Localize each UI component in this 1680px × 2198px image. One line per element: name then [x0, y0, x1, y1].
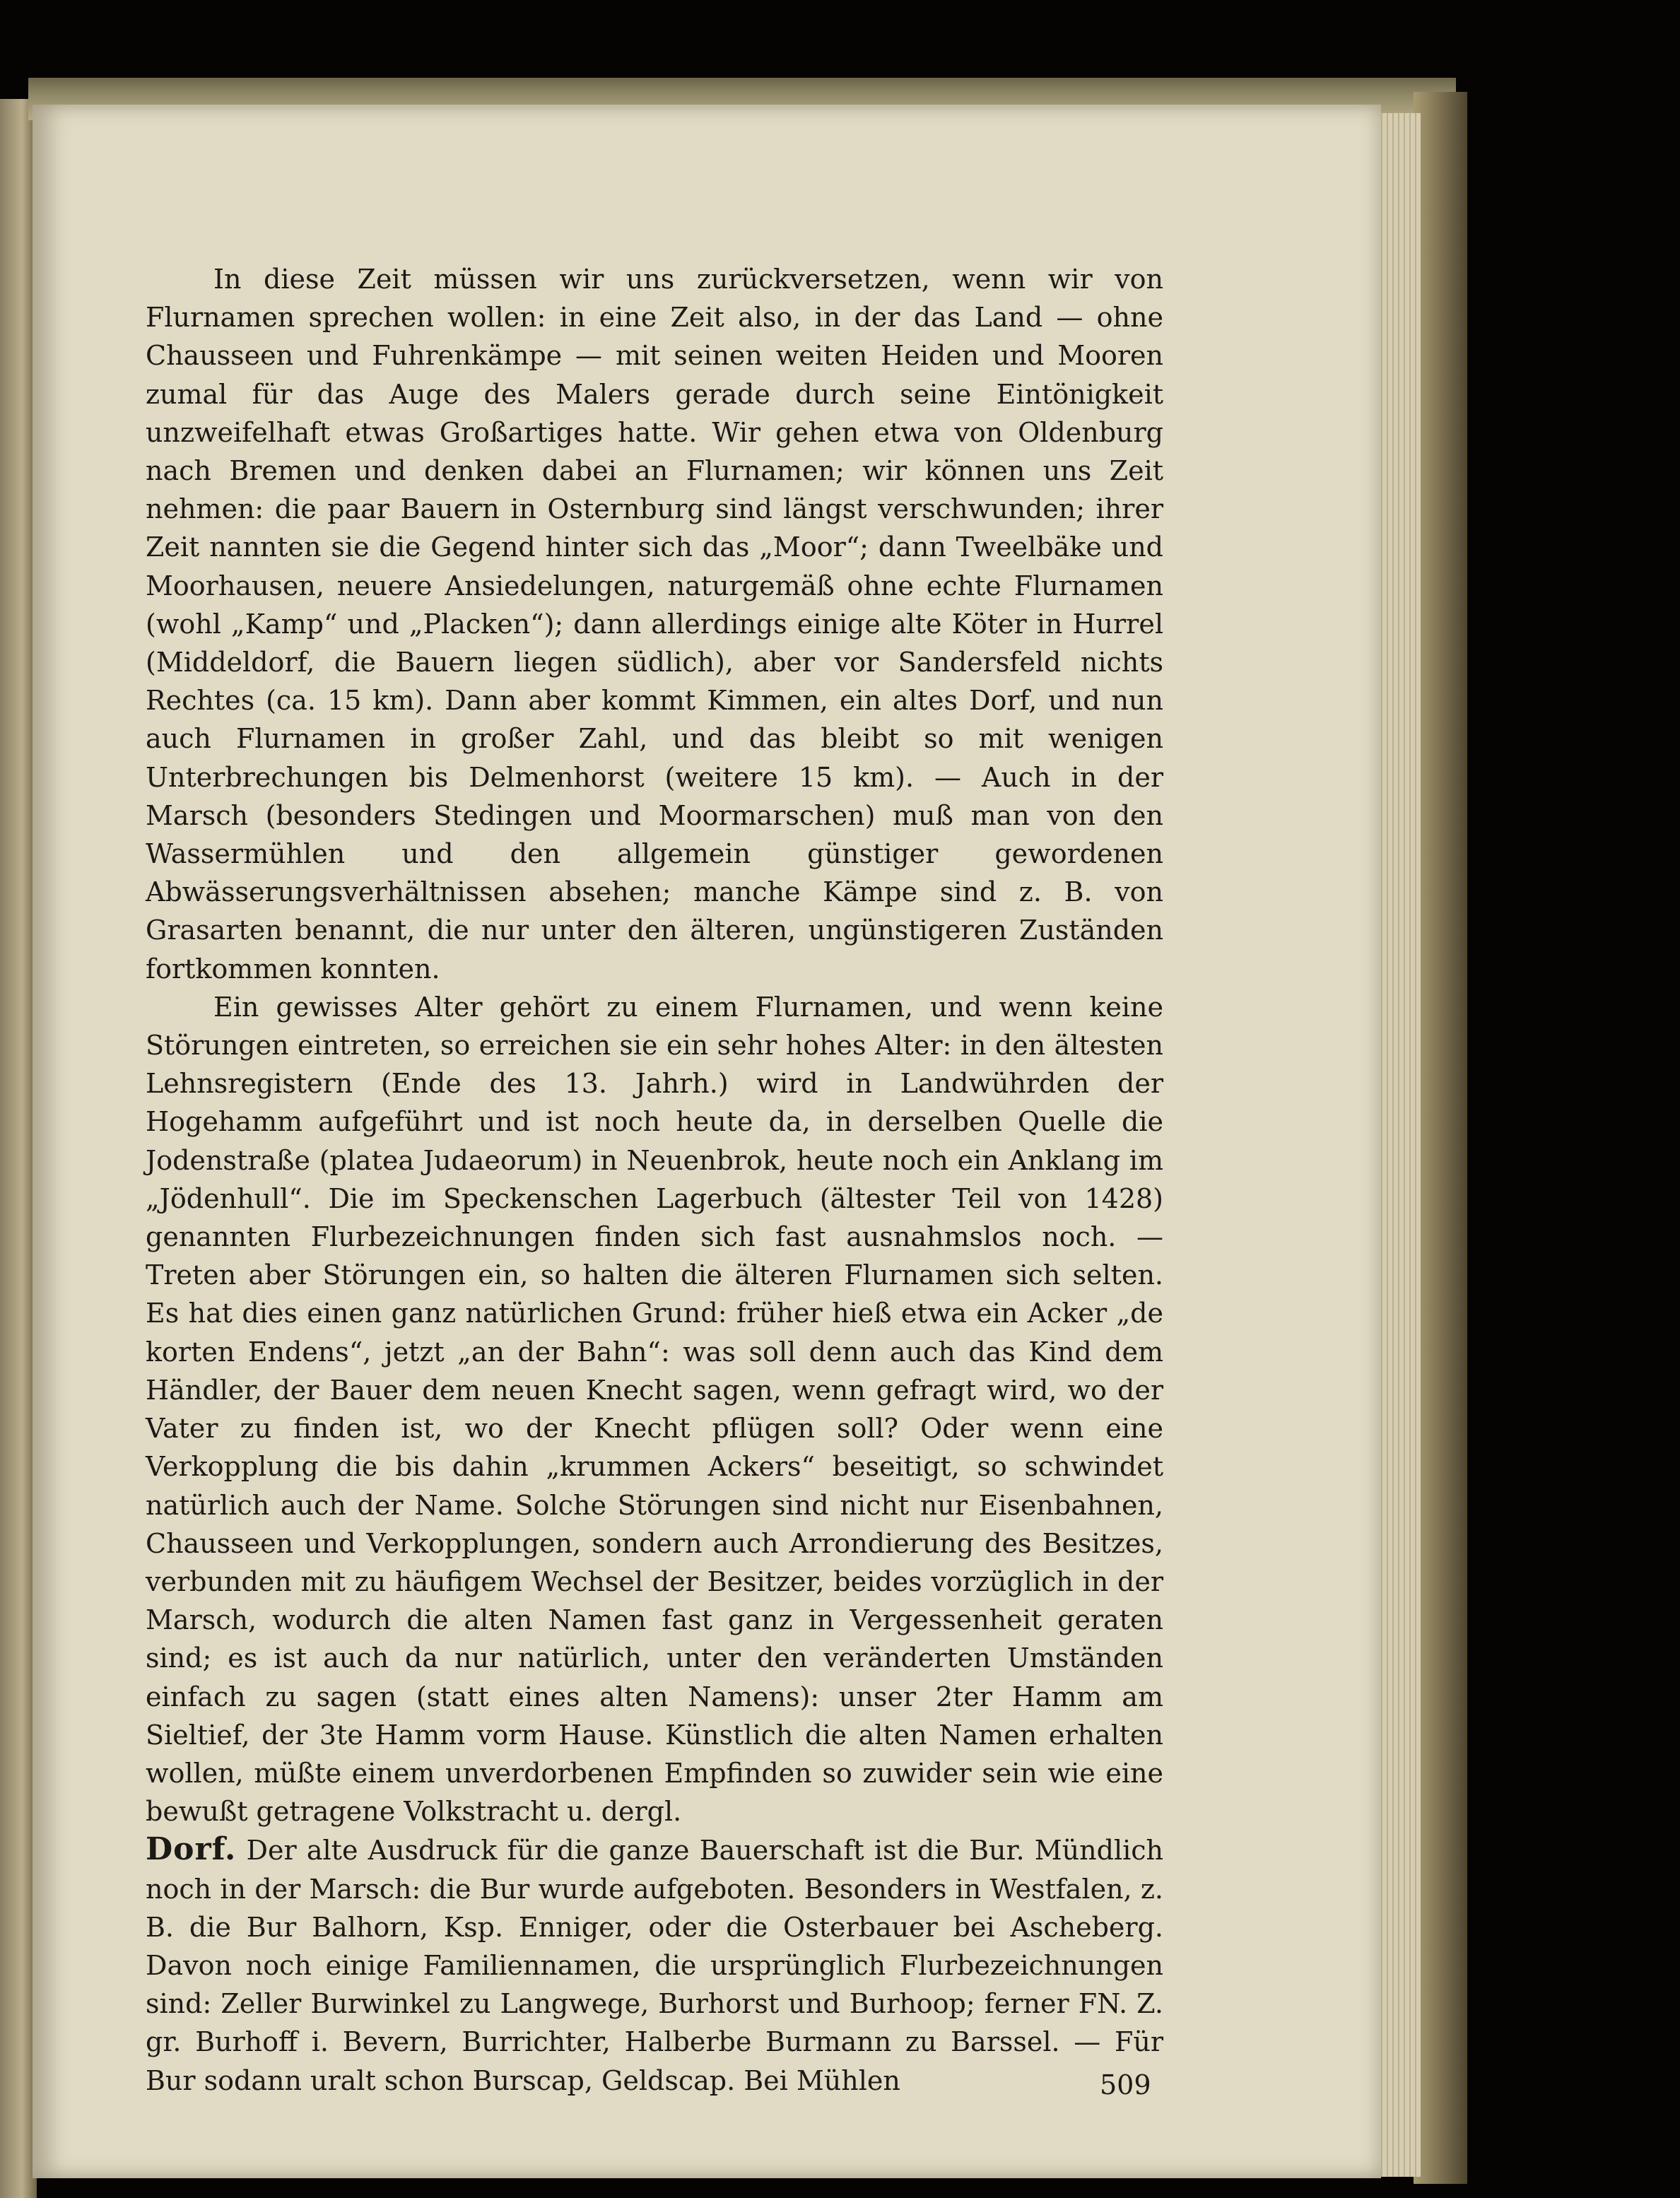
page-number: 509: [1100, 2069, 1151, 2100]
body-text: [146, 260, 1163, 2100]
paragraph: In diese Zeit müssen wir uns zurückversetzen, wenn wir von Flurnamen sprechen wollen: in eine Zeit also, in der das Land — ohne Chausseen und Fuhrenkämpe — mit seinen weiten Heiden und Mooren zumal für das Auge des Malers gerade durch seine Eintönigkeit unzweifelhaft etwas Großartiges hatte. Wir gehen etwa von Oldenburg nach Bremen und denken dabei an Flurnamen; wir können uns Zeit nehmen: die paar Bauern in Osternburg sind längst verschwunden; ihrer Zeit nannten sie die Gegend hinter sich das „Moor“; dann Tweelbäke und Moorhausen, neuere Ansiedelungen, naturgemäß ohne echte Flurnamen (wohl „Kamp“ und „Placken“); dann allerdings einige alte Köter in Hurrel (Middeldorf, die Bauern liegen südlich), aber vor Sandersfeld nichts Rechtes (ca. 15 km). Dann aber kommt Kimmen, ein altes Dorf, und nun auch Flurnamen in großer Zahl, und das bleibt so mit wenigen Unterbrechungen bis Delmenhorst (weitere 15 km). — Auch in der Marsch (besonders Stedingen und Moormarschen) muß man von den Wassermühlen und den allgemein günstiger gewordenen Abwässerungsverhältnissen absehen; manche Kämpe sind z. B. von Grasarten benannt, die nur unter den älteren, ungünstigeren Zuständen fortkommen konnten.: [146, 264, 1163, 985]
paragraph: Ein gewisses Alter gehört zu einem Flurnamen, und wenn keine Störungen eintreten, so erreichen sie ein sehr hohes Alter: in den ältesten Lehnsregistern (Ende des 13. Jahrh.) wird in Landwührden der Hogehamm aufgeführt und ist noch heute da, in derselben Quelle die Jodenstraße (platea Judaeorum) in Neuenbrok, heute noch ein Anklang im „Jödenhull“. Die im Speckenschen Lagerbuch (ältester Teil von 1428) genannten Flurbezeichnungen finden sich fast ausnahmslos noch. — Treten aber Störungen ein, so halten die älteren Flurnamen sich selten. Es hat dies einen ganz natürlichen Grund: früher hieß etwa ein Acker „de korten Endens“, jetzt „an der Bahn“: was soll denn auch das Kind dem Händler, der Bauer dem neuen Knecht sagen, wenn gefragt wird, wo der Vater zu finden ist, wo der Knecht pflügen soll? Oder wenn eine Verkopplung die bis dahin „krummen Ackers“ beseitigt, so schwindet natürlich auch der Name. Solche Störungen sind nicht nur Eisenbahnen, Chausseen und Verkopplungen, sondern auch Arrondierung des Besitzes, verbunden mit zu häufigem Wechsel der Besitzer, beides vorzüglich in der Marsch, wodurch die alten Namen fast ganz in Vergessenheit geraten sind; es ist auch da nur natürlich, unter den veränderten Umständen einfach zu sagen (statt eines alten Namens): unser 2ter Hamm am Sieltief, der 3te Hamm vorm Hause. Künstlich die alten Namen erhalten wollen, müßte einem unverdorbenen Empfinden so zuwider sein wie eine bewußt getragene Volkstracht u. dergl.: [146, 991, 1163, 1828]
book-cover-right: [1414, 92, 1467, 2184]
entry-text: Der alte Ausdruck für die ganze Bauerschaft ist die Bur. Mündlich noch in der Marsch: die Bur wurde aufgeboten. Besonders in Westfalen, z. B. die Bur Balhorn, Ksp. Enniger, oder die Osterbauer bei Ascheberg. Davon noch einige Familiennamen, die ursprünglich Flurbezeichnungen sind: Zeller Burwinkel zu Langwege, Burhorst und Burhoop; ferner FN. Z. gr. Burhoff i. Bevern, Burrichter, Halberbe Burmann zu Barssel. — Für Bur sodann uralt schon Burscap, Geldscap. Bei Mühlen: [146, 1835, 1163, 2096]
book-page: [33, 105, 1381, 2178]
dictionary-entry: [146, 1830, 1163, 2099]
entry-headword: Dorf.: [146, 1831, 237, 1868]
left-page-edge: [0, 99, 37, 2198]
